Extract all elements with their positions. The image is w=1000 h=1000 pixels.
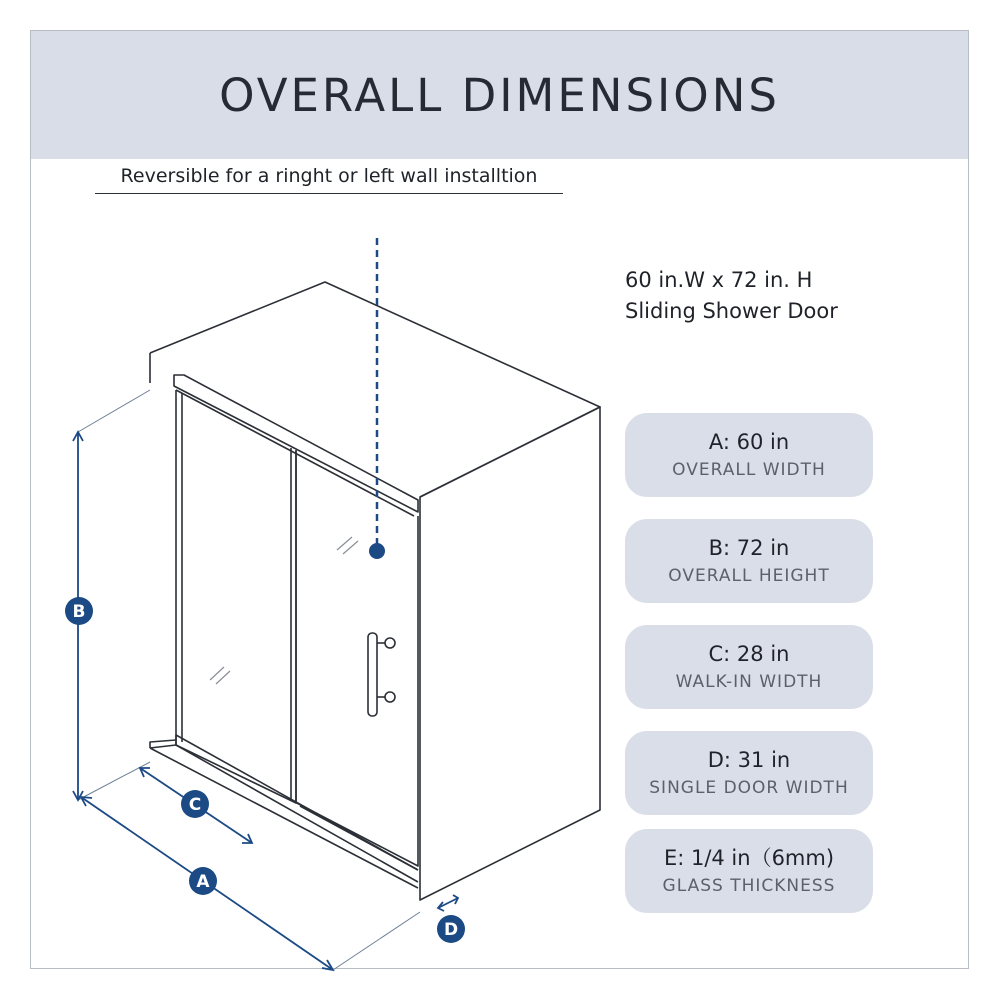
- spec-value: B: 72 in: [708, 536, 790, 560]
- spec-value: C: 28 in: [708, 642, 790, 666]
- spec-card-door-width: [625, 731, 873, 815]
- spec-label: OVERALL WIDTH: [672, 460, 826, 480]
- product-name: Sliding Shower Door: [625, 299, 838, 323]
- marker-a: [189, 867, 217, 895]
- marker-c-label: C: [188, 795, 202, 815]
- back-wall: [150, 282, 600, 497]
- spec-card-width: [625, 413, 873, 497]
- spec-card-walk-in: [625, 625, 873, 709]
- reversible-indicator: [369, 238, 385, 559]
- marker-d-label: D: [443, 920, 459, 940]
- marker-a-label: A: [196, 872, 210, 892]
- spec-label: SINGLE DOOR WIDTH: [649, 778, 849, 798]
- spec-card-height: [625, 519, 873, 603]
- spec-value: E: 1/4 in（6mm): [663, 846, 835, 870]
- marker-b-label: B: [72, 602, 86, 622]
- glass-reflection-marks: [210, 537, 358, 684]
- spec-card-glass: [625, 829, 873, 913]
- spec-value: A: 60 in: [708, 430, 790, 454]
- product-size: 60 in.W x 72 in. H: [625, 268, 813, 292]
- product-summary: [625, 265, 838, 327]
- marker-c: [181, 790, 209, 818]
- marker-b: [65, 597, 93, 625]
- spec-label: OVERALL HEIGHT: [668, 566, 830, 586]
- outer-door-panel: [176, 390, 296, 803]
- dimension-lines: [73, 390, 458, 970]
- door-handle: [368, 633, 395, 716]
- spec-value: D: 31 in: [707, 748, 791, 772]
- spec-label: WALK-IN WIDTH: [675, 672, 823, 692]
- inner-door-panel: [291, 448, 418, 866]
- page-title: OVERALL DIMENSIONS: [219, 68, 780, 122]
- side-wall: [420, 407, 600, 900]
- reversible-note: Reversible for a ringht or left wall installtion: [95, 165, 563, 194]
- marker-d: [437, 915, 465, 943]
- spec-label: GLASS THICKNESS: [662, 876, 836, 896]
